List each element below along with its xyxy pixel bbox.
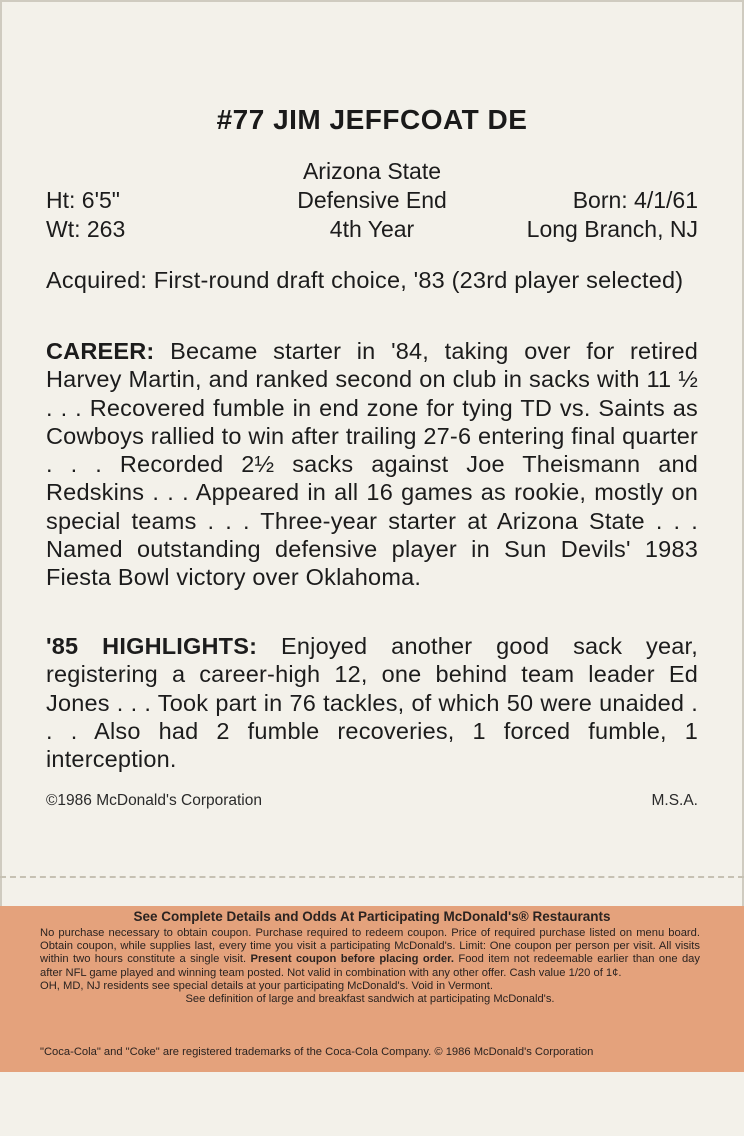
highlights-text: Enjoyed another good sack year, registering a career-high 12, one behind team leader Ed Jones . . . Took part in 76 tackles, of which 50 were unaided . . . Also had 2 fumble recoveries, 1 forced fumble, 1 interception. xyxy=(46,633,699,773)
acquired-paragraph: Acquired: First-round draft choice, '83 (23rd player selected) xyxy=(46,267,684,293)
fine-print-bold: Present coupon before placing order. xyxy=(250,953,454,966)
coupon-fine-print xyxy=(40,927,700,1006)
years-pro: 4th Year xyxy=(329,216,415,242)
card-footer xyxy=(46,792,698,810)
position: Defensive End xyxy=(297,187,447,213)
born: Born: 4/1/61 xyxy=(572,187,698,213)
weight: Wt: 263 xyxy=(46,216,126,242)
msa-mark: M.S.A. xyxy=(651,792,698,809)
career-label: CAREER: xyxy=(46,338,155,364)
highlights-label: '85 HIGHLIGHTS: xyxy=(46,633,258,659)
player-title: #77 JIM JEFFCOAT DE xyxy=(216,104,528,135)
stats-row-3 xyxy=(46,216,698,245)
fine-print-1: No purchase necessary to obtain coupon. Purchase required to redeem coupon. Price of required purchase listed on menu board. Obtain coupon, while supplies last, every time you visit a participating McDonald's. Limit: One coupon per person per visit. All visits within two hours constitute a single visit. xyxy=(40,927,700,966)
hometown: Long Branch, NJ xyxy=(526,216,698,242)
coupon-tab xyxy=(0,906,744,1072)
career-text: Became starter in '84, taking over for retired Harvey Martin, and ranked second on club in sacks with 11 ½ . . . Recovered fumble in end zone for tying TD vs. Saints as Cowboys rallied to win after trailing 27-6 entering final quarter . . . Recorded 2½ sacks against Joe Theismann and Redskins . . . Appeared in all 16 games as rookie, mostly on special teams . . . Three-year starter at Arizona State . . . Named outstanding defensive player in Sun Devils' 1983 Fiesta Bowl victory over Oklahoma. xyxy=(46,338,698,591)
fine-print-4: See definition of large and breakfast sandwich at participating McDonald's. xyxy=(185,993,555,1006)
trademark-notice: "Coca-Cola" and "Coke" are registered trademarks of the Coca-Cola Company. © 1986 McDonald's Corporation xyxy=(40,1046,594,1058)
stats-row-2 xyxy=(46,187,698,216)
perforation-line xyxy=(0,876,744,884)
player-stats xyxy=(46,158,698,248)
highlights-paragraph xyxy=(46,632,698,773)
fine-print-3: OH, MD, NJ residents see special details at your participating McDonald's. Void in Vermont. xyxy=(40,979,493,992)
coupon-header: See Complete Details and Odds At Participating McDonald's® Restaurants xyxy=(133,909,611,924)
career-paragraph xyxy=(46,337,698,592)
fine-print-2: Food item not redeemable earlier than one day after NFL game played and winning team posted. Not valid in combination with any other offer. Cash value 1/20 of 1¢. xyxy=(40,953,700,979)
college: Arizona State xyxy=(302,158,442,184)
copyright: ©1986 McDonald's Corporation xyxy=(46,792,262,809)
height: Ht: 6'5" xyxy=(46,187,120,213)
card-bottom-strip xyxy=(0,1072,744,1136)
stats-row-1 xyxy=(46,158,698,187)
